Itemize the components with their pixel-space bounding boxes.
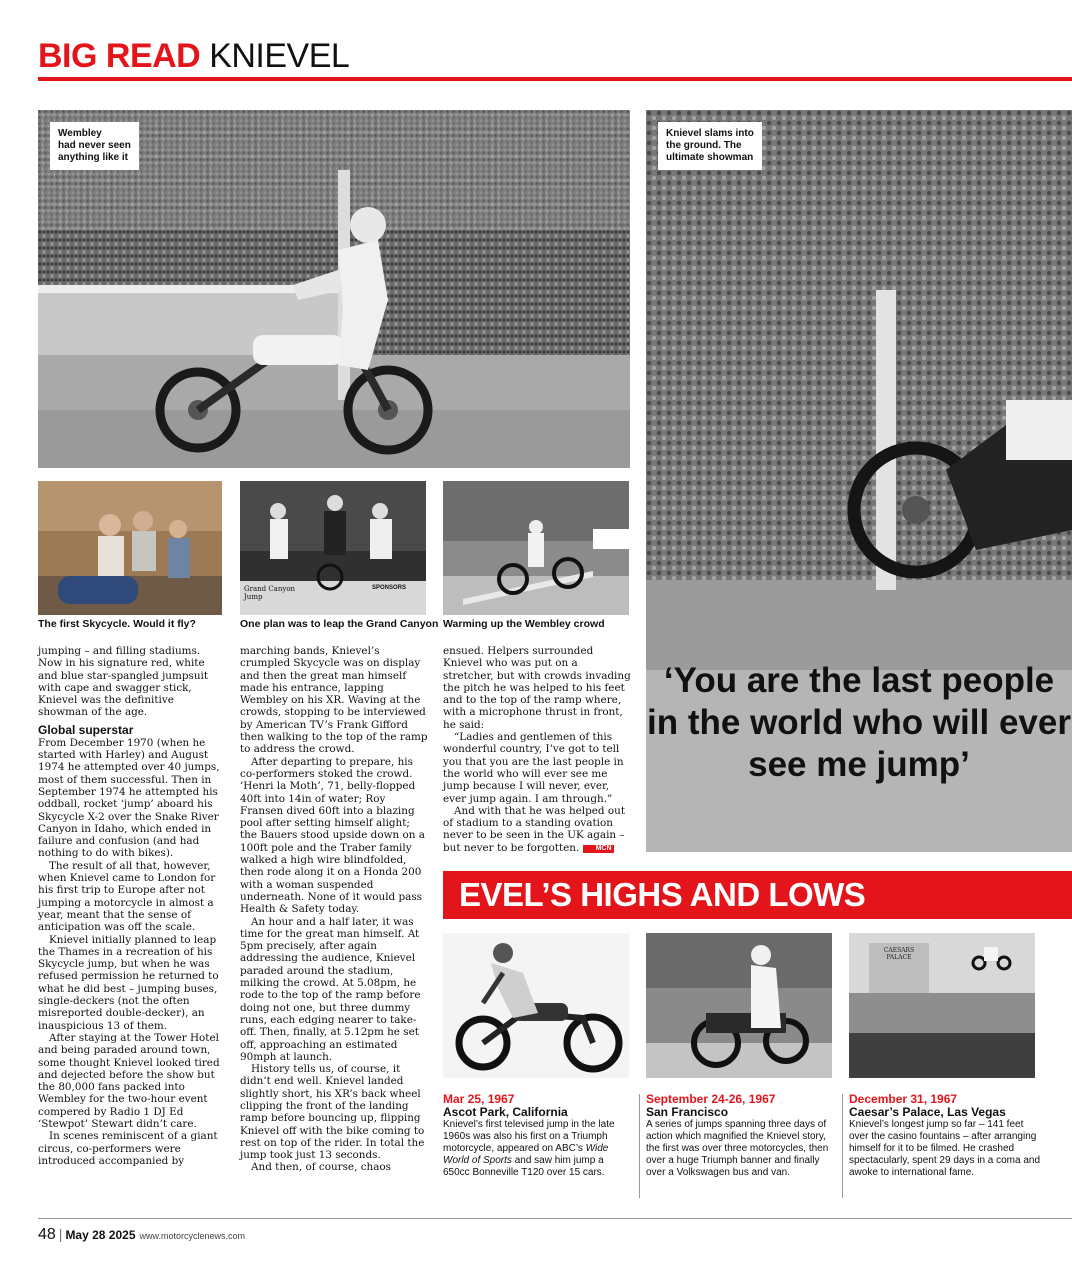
main-photo-caption: Wembley had never seen anything like it (50, 122, 139, 170)
article-paragraph: ensued. Helpers surrounded Knievel who was put on a stretcher, but with crowds invading the pitch he was helped to his feet and to the top of the ramp where, with a microphone thrust in front, he said: (443, 645, 631, 731)
timeline-place: San Francisco (646, 1105, 729, 1119)
small-photo-grand-canyon (240, 481, 426, 615)
caesars-sign-text: CAESARS PALACE (883, 947, 915, 961)
page-number: 48 (38, 1226, 56, 1243)
issue-date: May 28 2025 (65, 1228, 136, 1242)
san-francisco-photo-illustration (646, 933, 832, 1078)
article-paragraph: The result of all that, however, when Knievel came to London for his first trip to Europe after not jumping a motorcycle in almost a year, meant that the sense of anticipation was off the scale. (38, 859, 216, 934)
website-url: www.motorcyclenews.com (139, 1231, 246, 1241)
timeline-date: September 24-26, 1967 (646, 1092, 776, 1106)
timeline-photo-ascot (443, 933, 629, 1078)
article-paragraph: Knievel initially planned to leap the Thames in a recreation of his Skycycle jump, but when he was refused permission he returned to what he did best – jumping buses, single-deckers (not the often misreported double-decker), an inauspicious 13 of them. (38, 933, 219, 1032)
small-photo-caption-2: One plan was to leap the Grand Canyon (240, 618, 439, 630)
small-photo-skycycle (38, 481, 222, 615)
ascot-photo-illustration (443, 933, 629, 1078)
grand-canyon-poster-text: Grand Canyon Jump (244, 585, 296, 601)
timeline-text-emphasis: Wide World of Sports (443, 1143, 609, 1166)
article-paragraph: In scenes reminiscent of a giant circus, co-performers were introduced accompanied by (38, 1130, 218, 1167)
timeline-date: Mar 25, 1967 (443, 1092, 515, 1106)
article-column-2 (240, 645, 428, 1174)
article-paragraph: An hour and a half later, it was time for the great man himself. At 5pm precisely, after again addressing the audience, Knievel paraded around the stadium, milking the crowd. At 5.08pm, he rode to the top of the ramp before doing not one, but three dummy runs, each edging nearer to take-off. Then, finally, at 5.12pm he set off, approaching an estimated 90mph at launch. (240, 915, 421, 1063)
grand-canyon-sponsors-text: SPONSORS (372, 585, 407, 591)
timeline-date: December 31, 1967 (849, 1092, 958, 1106)
small-photo-caption-1: The first Skycycle. Would it fly? (38, 618, 196, 630)
skycycle-photo-illustration (38, 481, 222, 615)
footer-separator: | (58, 1226, 63, 1242)
mcn-end-mark: MCN (583, 845, 614, 853)
article-paragraph: jumping – and filling stadiums. Now in his signature red, white and blue star-spangled jumpsuit with cape and swagger stick, Knievel was the definitive showman of the age. (38, 645, 209, 719)
timeline-entry-2 (646, 1093, 836, 1179)
article-column-3 (443, 645, 631, 854)
article-closing-paragraph (443, 805, 631, 854)
article-paragraph: After staying at the Tower Hotel and being paraded around town, some thought Knievel looked tired and dejected before the show but the 80,000 fans packed into Wembley for the two-hour event compered by Radio 1 DJ Ed ‘Stewpot’ Stewart didn’t care. (38, 1031, 220, 1130)
main-photo-wembley (38, 110, 630, 468)
timeline-photo-san-francisco (646, 933, 832, 1078)
article-paragraph: From December 1970 (when he started with Harley) and August 1974 he attempted over 40 jumps, most of them successful. Then in September 1974 he attempted his oddball, rocket ‘jump’ aboard his Skycycle X-2 over the Snake River Canyon in Idaho, which ended in failure and confusion (and had nothing to do with bikes). (38, 736, 220, 860)
section-label: BIG READ (38, 37, 201, 75)
footer-rule (38, 1218, 1072, 1219)
timeline-description (443, 1119, 633, 1179)
section-header (38, 34, 349, 78)
timeline-text-part: Knievel’s first televised jump in the late 1960s was also his first on a Triumph motorcycle, appeared on ABC’s (443, 1119, 615, 1154)
timeline-divider (842, 1094, 843, 1198)
header-rule (38, 77, 1072, 81)
timeline-banner (443, 871, 1072, 919)
small-photo-warming-up (443, 481, 629, 615)
timeline-description: Knievel’s longest jump so far – 141 feet over the casino fountains – after arranging himself for it to be filmed. He crashed spectacularly, spent 29 days in a coma and awoke to international fame. (849, 1119, 1041, 1178)
small-photo-caption-3: Warming up the Wembley crowd (443, 618, 605, 630)
article-paragraph: After departing to prepare, his co-performers stoked the crowd. ‘Henri la Moth’, 71, belly-flopped 40ft into 14in of water; Roy Fransen dived 60ft into a blazing pool after setting himself alight; the Bauers stood upside down on a 100ft pole and the Traber family walked a high wire blindfolded, then rode along it on a Honda 200 with a woman suspended underneath. None of it would pass Health & Safety today. (240, 755, 425, 916)
timeline-photo-caesars (849, 933, 1035, 1078)
article-paragraph: And then, of course, chaos (251, 1161, 391, 1174)
section-topic: KNIEVEL (209, 37, 350, 75)
timeline-description: A series of jumps spanning three days of action which magnified the Knievel story, the first was over three motorcycles, then over a huge Triumph banner and finally over a Volkswagen bus and van. (646, 1119, 829, 1178)
article-paragraph-text: And with that he was helped out of stadium to a standing ovation never to be seen in the UK again – but never to be forgotten. (443, 804, 625, 854)
timeline-title: EVEL’S HIGHS AND LOWS (459, 876, 866, 913)
timeline-entry-3 (849, 1093, 1044, 1179)
page-footer (38, 1226, 245, 1244)
article-subheading: Global superstar (38, 722, 134, 737)
pull-quote: ‘You are the last people in the world who will ever see me jump’ (647, 661, 1071, 784)
right-photo-caption: Knievel slams into the ground. The ultimate showman (658, 122, 762, 170)
timeline-text-part: and saw him jump a 650cc Bonneville T120 over 15 cars. (443, 1155, 605, 1178)
article-paragraph: marching bands, Knievel’s crumpled Skycycle was on display and then the great man himself made his entrance, lapping Wembley on his XR. Waving at the crowds, stopping to be interviewed by American TV’s Frank Gifford then walking to the top of the ramp to address the crowd. (240, 645, 428, 756)
timeline-entry-1 (443, 1093, 633, 1179)
article-paragraph: “Ladies and gentlemen of this wonderful country, I’ve got to tell you that you are the last people in the world who will ever see me jump because I will never, ever, ever jump again. I am through.” (443, 731, 624, 805)
timeline-place: Caesar’s Palace, Las Vegas (849, 1105, 1006, 1119)
article-column-1 (38, 645, 224, 1167)
warming-up-photo-illustration (443, 481, 629, 615)
article-paragraph: History tells us, of course, it didn’t end well. Knievel landed slightly short, his XR’s back wheel clipping the front of the landing ramp before bouncing up, flipping Knievel off with the bike coming to rest on top of the rider. In total the jump took just 13 seconds. (240, 1063, 425, 1162)
timeline-divider (639, 1094, 640, 1198)
timeline-place: Ascot Park, California (443, 1105, 568, 1119)
